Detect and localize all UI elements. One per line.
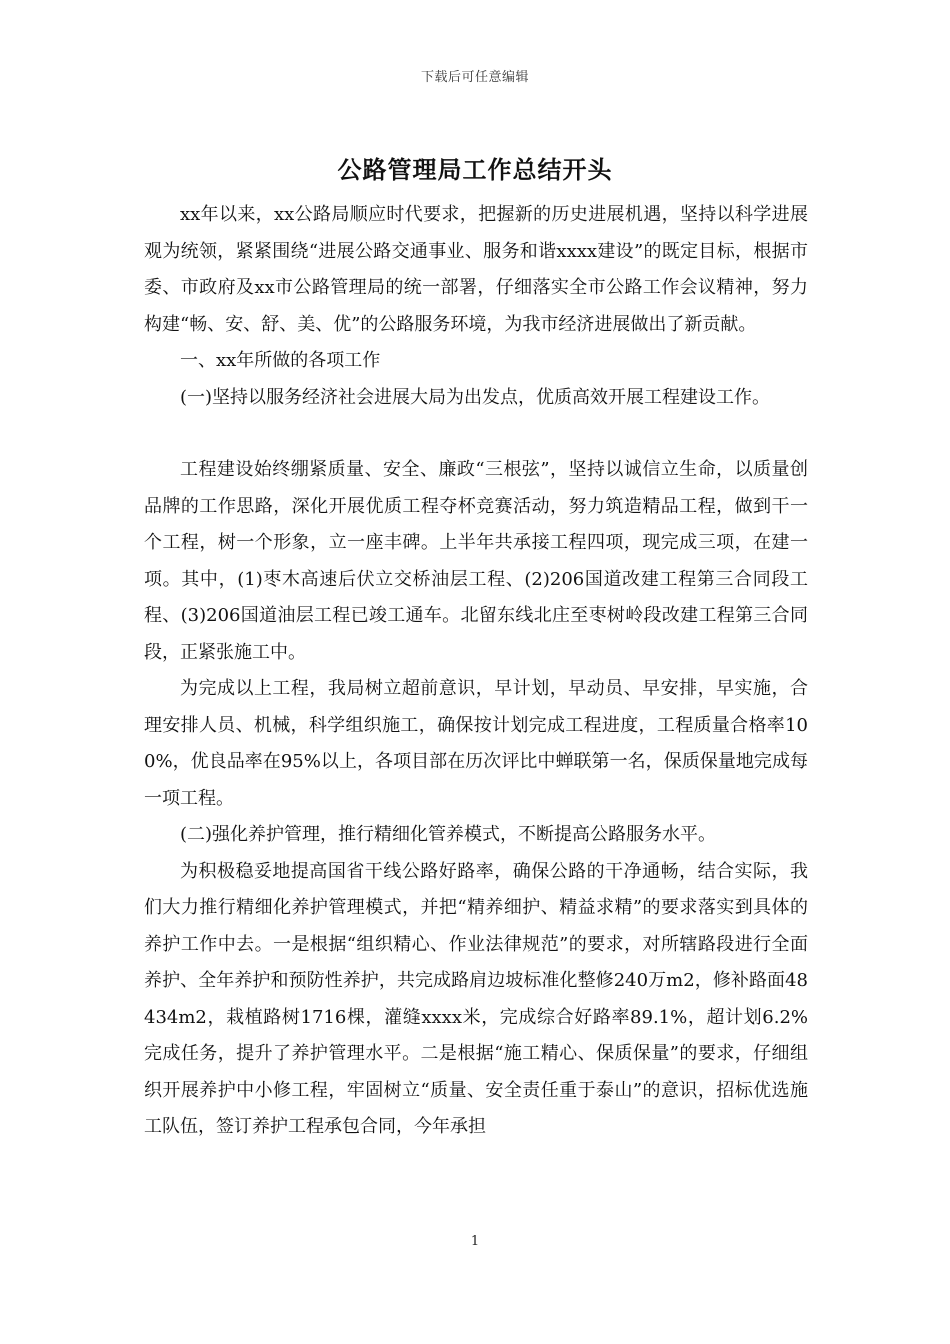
section-heading-1: 一、xx年所做的各项工作: [180, 350, 381, 371]
paragraph-maintenance: 为积极稳妥地提高国省干线公路好路率，确保公路的干净通畅，结合实际，我们大力推行精细化养护管理模式，并把“精养细护、精益求精”的要求落实到具体的养护工作中去。一是根据“组织精心、作业法律规范”的要求，对所辖路段进行全面养护、全年养护和预防性养护，共完成路肩边坡标准化整修240万m2，修补路面48434m2，栽植路树1716棵，灌缝xxxx米，完成综合好路率89.1%，超计划6.2%完成任务，提升了养护管理水平。二是根据“施工精心、保质保量”的要求，仔细组织开展养护中小修工程，牢固树立“质量、安全责任重于泰山”的意识，招标优选施工队伍，签订养护工程承包合同，今年承担: [144, 860, 808, 1137]
document-title: 公路管理局工作总结开头: [337, 156, 613, 184]
subsection-heading-1: (一)坚持以服务经济社会进展大局为出发点，优质高效开展工程建设工作。: [180, 386, 771, 408]
subsection-heading-2: (二)强化养护管理，推行精细化管养模式，不断提高公路服务水平。: [180, 824, 717, 845]
header-note: 下载后可任意编辑: [420, 70, 529, 85]
paragraph-intro: xx年以来，xx公路局顺应时代要求，把握新的历史进展机遇，坚持以科学进展观为统领，紧紧围绕“进展公路交通事业、服务和谐xxxx建设”的既定目标，根据市委、市政府及xx市公路管理局的统一部署，仔细落实全市公路工作会议精神，努力构建“畅、安、舒、美、优”的公路服务环境，为我市经济进展做出了新贡献。: [144, 204, 808, 335]
paragraph-construction: 工程建设始终绷紧质量、安全、廉政“三根弦”，坚持以诚信立生命，以质量创品牌的工作思路，深化开展优质工程夺杯竞赛活动，努力筑造精品工程，做到干一个工程，树一个形象，立一座丰碑。上半年共承接工程四项，现完成三项，在建一项。其中，(1)枣木高速后伏立交桥油层工程、(2)206国道改建工程第三合同段工程、(3)206国道油层工程已竣工通车。北留东线北庄至枣树岭段改建工程第三合同段，正紧张施工中。: [144, 459, 808, 663]
paragraph-completion: 为完成以上工程，我局树立超前意识，早计划，早动员、早安排，早实施，合理安排人员、机械，科学组织施工，确保按计划完成工程进度，工程质量合格率100%，优良品率在95%以上，各项目部在历次评比中蝉联第一名，保质保量地完成每一项工程。: [144, 678, 808, 809]
page-number: 1: [470, 1234, 480, 1249]
document-body: [144, 197, 808, 1146]
